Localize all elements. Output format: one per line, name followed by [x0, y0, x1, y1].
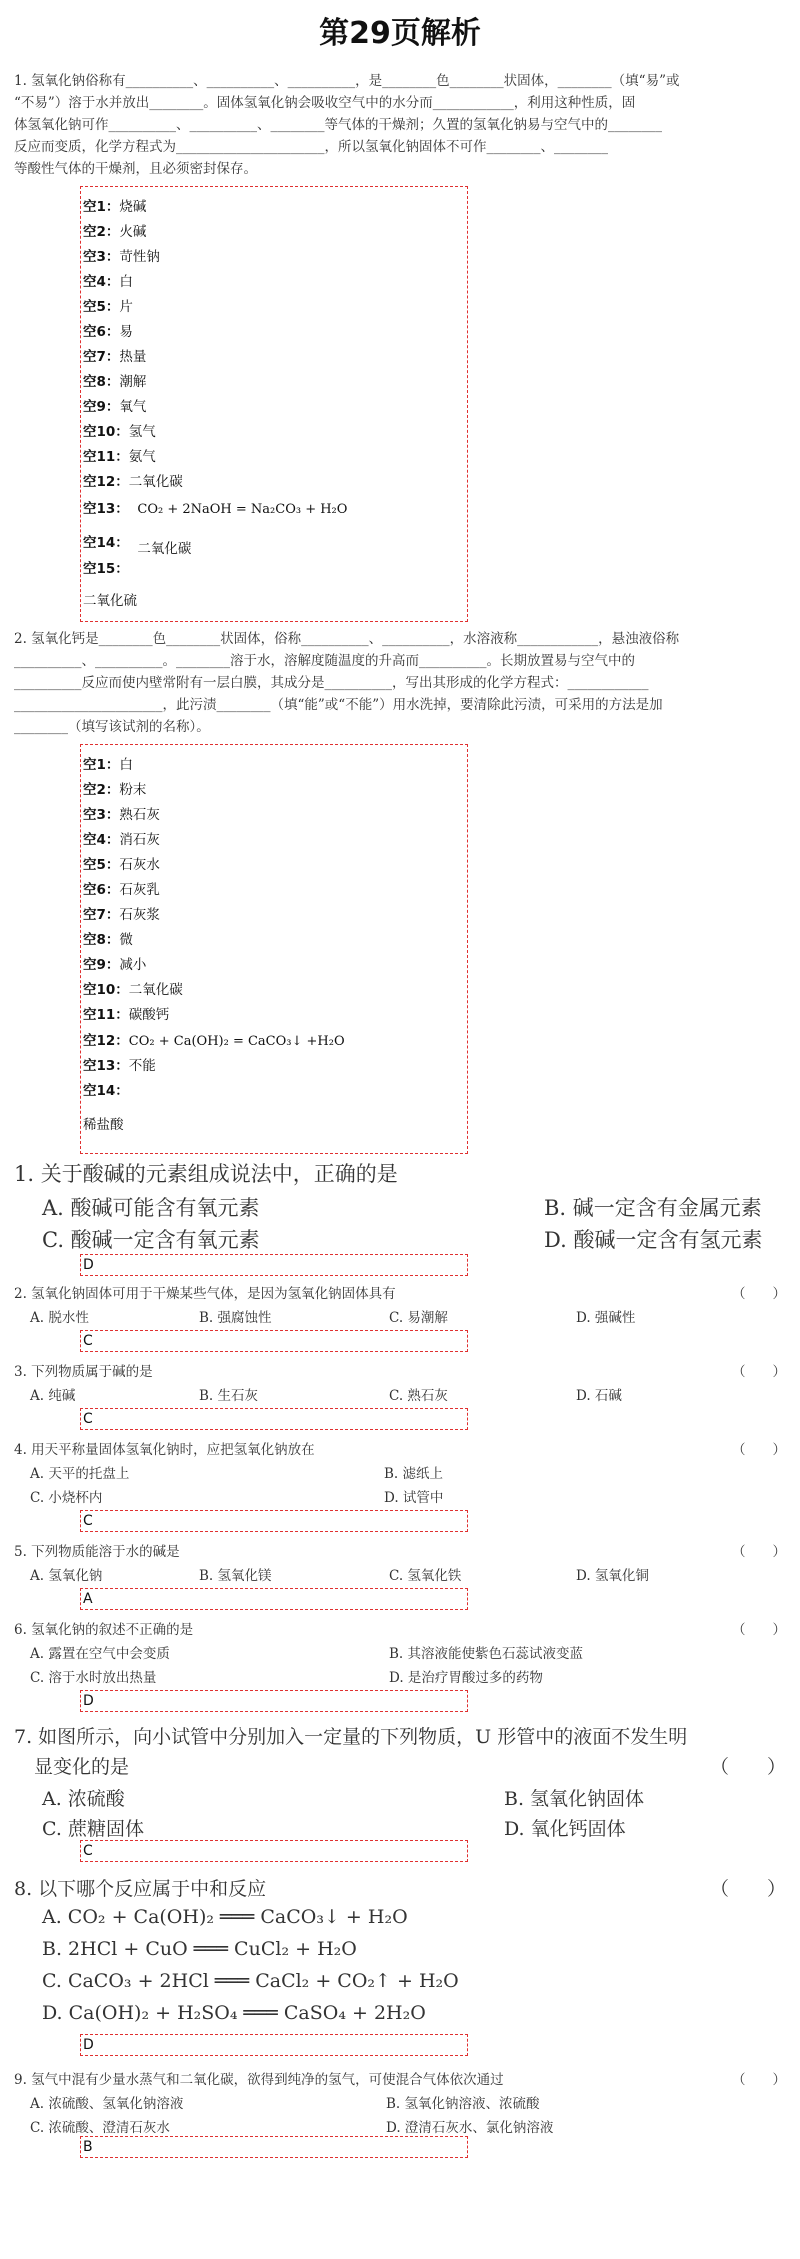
question-line: 反应而变质，化学方程式为______________________，所以氢氧化钠固体不可作________、________	[14, 139, 608, 155]
answer-line: 空3：苛性钠	[83, 249, 160, 265]
answer-paren: （ ）	[732, 1442, 786, 1458]
option-a: A. CO₂ + Ca(OH)₂ ═══ CaCO₃↓ + H₂O	[42, 1906, 408, 1928]
answer-box-mc3: C	[80, 1408, 468, 1430]
answer-line: 空7：石灰浆	[83, 907, 160, 923]
option-d: D. 试管中	[384, 1490, 444, 1506]
question-stem: 6. 氢氧化钠的叙述不正确的是	[14, 1622, 194, 1638]
option-d: D. 石碱	[576, 1388, 622, 1404]
chemical-equation: CO₂ + 2NaOH = Na₂CO₃ + H₂O	[137, 502, 348, 517]
answer-line: 空12：CO₂ + Ca(OH)₂ = CaCO₃↓ +H₂O	[83, 1033, 345, 1049]
option-b: B. 其溶液能使紫色石蕊试液变蓝	[389, 1646, 584, 1662]
page-title: 第29页解析	[319, 16, 481, 51]
answer-line: 空6：易	[83, 324, 133, 340]
answer-paren: （ ）	[709, 1878, 786, 1900]
answer-box-q2	[80, 744, 468, 1154]
answer-box-q1	[80, 186, 468, 622]
option-a: A. 纯碱	[30, 1388, 76, 1404]
option-c: C. 易潮解	[389, 1310, 448, 1326]
mc-question-4	[14, 1438, 786, 1504]
option-c: C. CaCO₃ + 2HCl ═══ CaCl₂ + CO₂↑ + H₂O	[42, 1970, 459, 1992]
option-b: B. 生石灰	[199, 1388, 259, 1404]
question-stem-continued: 显变化的是	[34, 1756, 130, 1778]
answer-line: 空2：粉末	[83, 782, 147, 798]
question-stem: 5. 下列物质能溶于水的碱是	[14, 1544, 180, 1560]
answer-box-mc6: D	[80, 1690, 468, 1712]
answer-line: 空5：片	[83, 299, 133, 315]
option-c: C. 浓硫酸、澄清石灰水	[30, 2120, 170, 2136]
question-stem: 3. 下列物质属于碱的是	[14, 1364, 153, 1380]
question-line: 体氢氧化钠可作__________、__________、________等气体的干燥剂；久置的氢氧化钠易与空气中的________	[14, 117, 662, 133]
answer-line: 空10：二氧化碳	[83, 982, 183, 998]
answer-paren: （ ）	[732, 1286, 786, 1302]
answer-box-mc9: B	[80, 2136, 468, 2158]
question-1	[14, 70, 786, 180]
option-b: B. 2HCl + CuO ═══ CuCl₂ + H₂O	[42, 1938, 357, 1960]
answer-line: 空14：	[83, 1083, 129, 1099]
mc-question-2	[14, 1282, 786, 1326]
answer-line: 空8：微	[83, 932, 133, 948]
answer-box-mc1: D	[80, 1254, 468, 1276]
answer-paren: （ ）	[732, 1364, 786, 1380]
option-b: B. 碱一定含有金属元素	[544, 1196, 762, 1220]
answer-line: 空6：石灰乳	[83, 882, 160, 898]
answer-line: 空11：碳酸钙	[83, 1007, 170, 1023]
question-stem: 2. 氢氧化钠固体可用于干燥某些气体，是因为氢氧化钠固体具有	[14, 1286, 396, 1302]
question-2	[14, 628, 786, 738]
answer-line: 二氧化硫	[83, 593, 137, 609]
answer-line: 空4：消石灰	[83, 832, 160, 848]
answer-line: 空12：二氧化碳	[83, 474, 183, 490]
option-c: C. 氢氧化铁	[389, 1568, 462, 1584]
question-line: __________、__________。________溶于水，溶解度随温度的升高而__________。长期放置易与空气中的	[14, 653, 635, 669]
option-a: A. 露置在空气中会变质	[30, 1646, 170, 1662]
question-stem: 1. 关于酸碱的元素组成说法中，正确的是	[14, 1162, 398, 1186]
option-d: D. 氧化钙固体	[504, 1818, 626, 1840]
option-b: B. 氢氧化镁	[199, 1568, 272, 1584]
option-c: C. 溶于水时放出热量	[30, 1670, 157, 1686]
answer-paren: （ ）	[709, 1756, 786, 1778]
mc-question-5	[14, 1540, 786, 1584]
option-c: C. 小烧杯内	[30, 1490, 103, 1506]
mc-question-8	[14, 1874, 786, 2024]
answer-line: 空14： 二氧化碳	[83, 535, 192, 557]
answer-line: 空9：氧气	[83, 399, 147, 415]
mc-question-3	[14, 1360, 786, 1404]
question-line: ________（填写该试剂的名称）。	[14, 719, 210, 735]
answer-line: 空1：白	[83, 757, 133, 773]
option-c: C. 酸碱一定含有氧元素	[42, 1228, 260, 1252]
answer-line: 空3：熟石灰	[83, 807, 160, 823]
answer-line: 空15：	[83, 561, 129, 577]
option-b: B. 滤纸上	[384, 1466, 444, 1482]
answer-line: 空4：白	[83, 274, 133, 290]
answer-line: 空13： CO₂ + 2NaOH = Na₂CO₃ + H₂O	[83, 501, 348, 517]
answer-line: 空13：不能	[83, 1058, 156, 1074]
question-stem: 8. 以下哪个反应属于中和反应	[14, 1878, 267, 1900]
option-b: B. 氢氧化钠溶液、浓硫酸	[386, 2096, 540, 2112]
question-line: __________反应而使内壁常附有一层白膜，其成分是__________，写出其形成的化学方程式：____________	[14, 675, 649, 691]
option-d: D. 强碱性	[576, 1310, 636, 1326]
answer-box-mc4: C	[80, 1510, 468, 1532]
answer-box-mc7: C	[80, 1840, 468, 1862]
answer-line: 空11：氨气	[83, 449, 156, 465]
answer-box-mc5: A	[80, 1588, 468, 1610]
option-b: B. 强腐蚀性	[199, 1310, 272, 1326]
option-c: C. 蔗糖固体	[42, 1818, 144, 1840]
answer-line: 稀盐酸	[83, 1117, 124, 1133]
answer-box-mc8: D	[80, 2034, 468, 2056]
question-stem: 4. 用天平称量固体氢氧化钠时，应把氢氧化钠放在	[14, 1442, 315, 1458]
answer-line: 空7：热量	[83, 349, 147, 365]
answer-line: 空2：火碱	[83, 224, 147, 240]
option-a: A. 酸碱可能含有氧元素	[42, 1196, 260, 1220]
mc-question-7	[14, 1722, 786, 1840]
answer-paren: （ ）	[732, 1622, 786, 1638]
answer-line: 空5：石灰水	[83, 857, 160, 873]
answer-paren: （ ）	[732, 2072, 786, 2088]
answer-paren: （ ）	[732, 1544, 786, 1560]
answer-line: 空9：减小	[83, 957, 147, 973]
option-a: A. 天平的托盘上	[30, 1466, 130, 1482]
option-a: A. 脱水性	[30, 1310, 89, 1326]
answer-line: 空1：烧碱	[83, 199, 147, 215]
question-line: ______________________，此污渍________（填“能”或“不能”）用水洗掉，要清除此污渍，可采用的方法是加	[14, 697, 663, 713]
option-a: A. 氢氧化钠	[30, 1568, 103, 1584]
option-a: A. 浓硫酸	[42, 1788, 125, 1810]
option-d: D. Ca(OH)₂ + H₂SO₄ ═══ CaSO₄ + 2H₂O	[42, 2002, 426, 2024]
question-stem: 9. 氢气中混有少量水蒸气和二氧化碳，欲得到纯净的氢气，可使混合气体依次通过	[14, 2072, 504, 2088]
option-c: C. 熟石灰	[389, 1388, 448, 1404]
mc-question-1	[14, 1158, 786, 1252]
option-a: A. 浓硫酸、氢氧化钠溶液	[30, 2096, 184, 2112]
chemical-equation: CO₂ + Ca(OH)₂ = CaCO₃↓ +H₂O	[128, 1034, 345, 1049]
option-d: D. 澄清石灰水、氯化钠溶液	[386, 2120, 554, 2136]
question-line: 1. 氢氧化钠俗称有__________、__________、__________，是________色________状固体，________（填“易”或	[14, 73, 680, 89]
mc-question-6	[14, 1618, 786, 1684]
answer-line: 空8：潮解	[83, 374, 147, 390]
question-line: 2. 氢氧化钙是________色________状固体，俗称__________、__________，水溶液称____________，悬浊液俗称	[14, 631, 680, 647]
option-d: D. 酸碱一定含有氢元素	[544, 1228, 763, 1252]
question-stem: 7. 如图所示，向小试管中分别加入一定量的下列物质，U 形管中的液面不发生明	[14, 1726, 688, 1748]
option-d: D. 氢氧化铜	[576, 1568, 649, 1584]
question-line: 等酸性气体的干燥剂，且必须密封保存。	[14, 161, 257, 177]
answer-line: 空10：氢气	[83, 424, 156, 440]
answer-box-mc2: C	[80, 1330, 468, 1352]
option-b: B. 氢氧化钠固体	[504, 1788, 645, 1810]
mc-question-9	[14, 2068, 786, 2134]
question-line: “不易”）溶于水并放出________。固体氢氧化钠会吸收空气中的水分而____________，利用这种性质，固	[14, 95, 636, 111]
option-d: D. 是治疗胃酸过多的药物	[389, 1670, 543, 1686]
